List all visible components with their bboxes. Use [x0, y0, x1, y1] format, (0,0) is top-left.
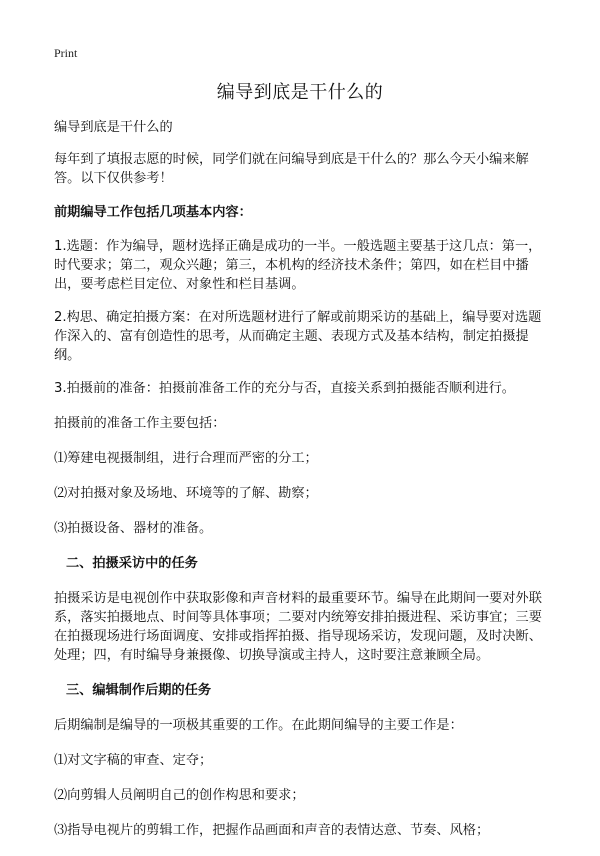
post-item-editor-brief: ⑵向剪辑人员阐明自己的创作构思和要求； [54, 788, 305, 803]
list-item-shooting-plan: 2.构思、确定拍摄方案：在对所选题材进行了解或前期采访的基础上，编导要对选题作深入的、富有创造性的思考，从而确定主题、表现方式及基本结构，制定拍摄提纲。 [54, 310, 542, 363]
postproduction-paragraph: 后期编制是编导的一项极其重要的工作。在此期间编导的主要工作是： [54, 718, 463, 733]
intro-paragraph: 每年到了填报志愿的时候，同学们就在问编导到底是干什么的？那么今天小编来解答。以下仅供参考！ [54, 152, 529, 186]
section-heading-preproduction: 前期编导工作包括几项基本内容： [54, 205, 252, 220]
prep-item-equipment: ⑶拍摄设备、器材的准备。 [54, 521, 213, 536]
prep-item-survey: ⑵对拍摄对象及场地、环境等的了解、勘察； [54, 486, 318, 501]
list-item-preparation: 3.拍摄前的准备：拍摄前准备工作的充分与否，直接关系到拍摄能否顺利进行。 [54, 381, 515, 396]
post-item-editing-guidance: ⑶指导电视片的剪辑工作，把握作品画面和声音的表情达意、节奏、风格； [54, 823, 490, 838]
article-subtitle: 编导到底是干什么的 [54, 120, 173, 135]
section-heading-postproduction: 三、编辑制作后期的任务 [66, 683, 212, 698]
article-body [54, 118, 550, 856]
list-item-topic-selection: 1.选题：作为编导，题材选择正确是成功的一半。一般选题主要基于这几点：第一，时代要求；第二，观众兴趣；第三，本机构的经济技术条件；第四，如在栏目中播出，要考虑栏目定位、对象性和栏目基调。 [54, 239, 542, 292]
shooting-paragraph: 拍摄采访是电视创作中获取影像和声音材料的最重要环节。编导在此期间一要对外联系，落实拍摄地点、时间等具体事项；二要对内统筹安排拍摄进程、采访事宜；三要在拍摄现场进行场面调度、安排或指挥拍摄、指导现场采访，发现问题，及时决断、处理；四，有时编导身兼摄像、切换导演或主持人，这时要注意兼顾全局。 [54, 591, 542, 663]
prep-item-crew: ⑴筹建电视摄制组，进行合理而严密的分工； [54, 451, 318, 466]
preparation-intro: 拍摄前的准备工作主要包括： [54, 416, 226, 431]
post-item-script-review: ⑴对文字稿的审查、定夺； [54, 753, 213, 768]
section-heading-shooting: 二、拍摄采访中的任务 [66, 556, 198, 571]
print-link[interactable]: Print [54, 46, 78, 60]
page-title: 编导到底是干什么的 [216, 82, 384, 103]
